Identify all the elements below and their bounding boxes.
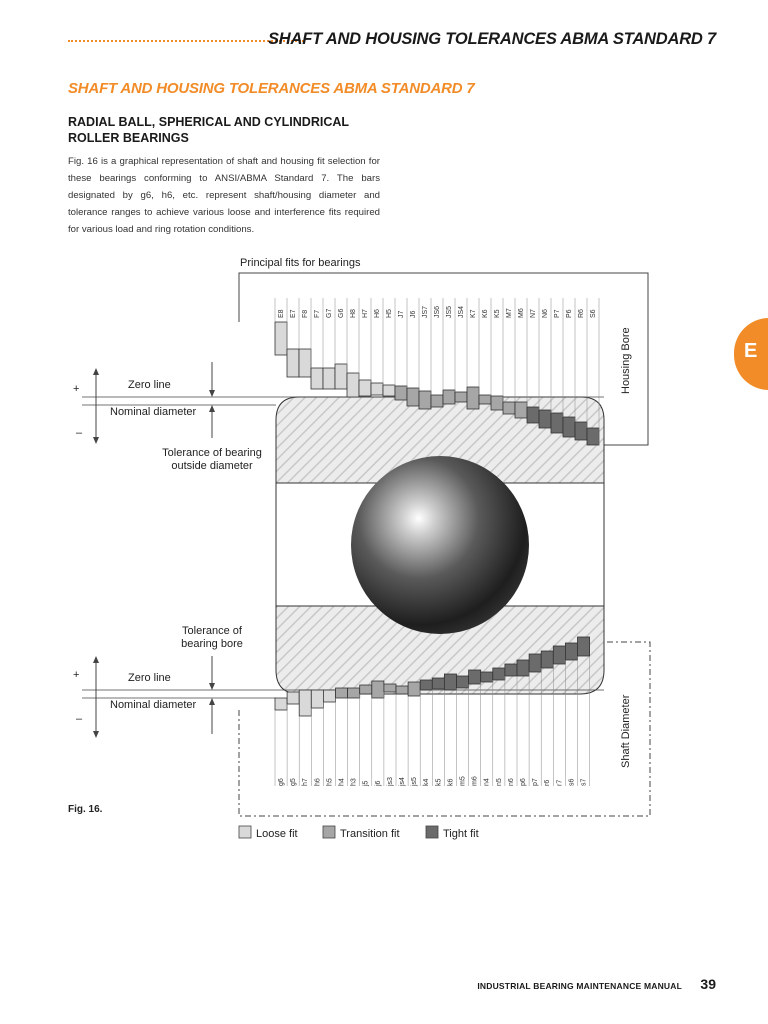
- housing-bar-M7: [503, 402, 515, 414]
- shaft-bar-h7: [299, 690, 311, 716]
- figure-caption: Fig. 16.: [68, 804, 103, 815]
- shaft-diameter-label: Shaft Diameter: [620, 694, 632, 768]
- shaft-class-label: m5: [459, 776, 467, 786]
- nominal-diameter-label-top: Nominal diameter: [110, 406, 197, 418]
- shaft-class-label: s7: [580, 778, 588, 786]
- minus-sign-top: –: [76, 427, 83, 439]
- housing-class-label: J6: [410, 310, 417, 318]
- arrow-up-bottom: [93, 656, 99, 663]
- legend: [239, 826, 479, 840]
- section-title: SHAFT AND HOUSING TOLERANCES ABMA STANDARD 7: [68, 80, 475, 97]
- housing-class-label: F8: [302, 309, 309, 318]
- shaft-class-label: p7: [532, 778, 540, 786]
- housing-bar-S6: [587, 428, 599, 445]
- shaft-bar-h6: [311, 690, 323, 708]
- zero-line-label-bottom: Zero line: [128, 672, 171, 684]
- legend-tight-label: Tight fit: [443, 828, 479, 840]
- legend-loose-label: Loose fit: [256, 828, 298, 840]
- shaft-class-label: p6: [520, 778, 527, 786]
- shaft-bar-n4: [481, 672, 493, 682]
- housing-class-label: N7: [530, 309, 537, 318]
- header-title: SHAFT AND HOUSING TOLERANCES ABMA STANDARD 7: [267, 30, 716, 48]
- shaft-bar-p6: [517, 660, 529, 676]
- body-paragraph: Fig. 16 is a graphical representation of shaft and housing fit selection for these bearings conforming to ANSI/ABMA Standard 7. The bars designated by g6, h6, etc. represent shaft/housing diameter and tolerance ranges to achieve various loose and interference fits required for various load and ring rotation conditions.: [68, 156, 380, 235]
- shaft-class-label: n6: [507, 778, 515, 786]
- housing-bar-R6: [575, 422, 587, 440]
- shaft-class-label: k5: [435, 778, 443, 786]
- shaft-class-label: h5: [326, 778, 334, 786]
- tol-arrowhead-top-1: [209, 390, 215, 397]
- housing-bar-H6: [371, 383, 383, 395]
- arrow-down-top: [93, 437, 99, 444]
- shaft-class-label: k6: [447, 778, 455, 786]
- housing-bar-P7: [551, 413, 563, 433]
- shaft-bar-s7: [578, 637, 590, 656]
- housing-class-label: P7: [554, 309, 561, 318]
- zero-line-label-top: Zero line: [128, 379, 171, 391]
- shaft-class-label: h7: [302, 778, 310, 786]
- shaft-bar-js5: [408, 682, 420, 696]
- shaft-bar-r6: [541, 651, 553, 668]
- shaft-bar-h4: [336, 688, 348, 698]
- housing-class-label: R6: [578, 309, 585, 318]
- tol-arrowhead-bottom-1: [209, 683, 215, 690]
- housing-bar-H7: [359, 380, 371, 396]
- tol-arrowhead-bottom-2: [209, 698, 215, 705]
- housing-class-label: H5: [386, 309, 393, 318]
- shaft-class-label: m6: [471, 776, 479, 786]
- shaft-bar-js3: [384, 684, 396, 692]
- shaft-class-label: g5: [290, 778, 298, 786]
- housing-bar-F7: [311, 368, 323, 389]
- shaft-bar-m6: [469, 670, 481, 684]
- legend-swatch-loose: [239, 826, 251, 838]
- shaft-class-label: h4: [338, 778, 346, 786]
- housing-class-label: H8: [350, 309, 357, 318]
- housing-class-label: JS4: [458, 305, 465, 318]
- housing-class-label: S6: [590, 309, 597, 318]
- shaft-bar-g5: [287, 692, 299, 704]
- shaft-class-label: k4: [423, 778, 431, 786]
- shaft-bar-j5: [360, 685, 372, 694]
- shaft-bar-n6: [505, 664, 517, 676]
- shaft-bar-s6: [565, 643, 577, 660]
- shaft-bar-j6: [372, 681, 384, 698]
- housing-bar-M6: [515, 402, 527, 418]
- shaft-bar-r7: [553, 646, 565, 664]
- shaft-class-label: h6: [314, 778, 322, 786]
- housing-bore-label: Housing Bore: [620, 327, 632, 394]
- tol-bore-label-2: bearing bore: [181, 638, 243, 650]
- minus-sign-bottom: –: [76, 713, 83, 725]
- section-subtitle: RADIAL BALL, SPHERICAL AND CYLINDRICAL ROLLER BEARINGS: [68, 115, 349, 145]
- legend-swatch-transition: [323, 826, 335, 838]
- shaft-bar-h3: [348, 688, 360, 698]
- legend-swatch-tight: [426, 826, 438, 838]
- housing-bar-JS5: [443, 390, 455, 404]
- shaft-class-label: g6: [278, 778, 285, 786]
- housing-bar-JS7: [419, 391, 431, 409]
- housing-class-label: M7: [506, 308, 513, 318]
- page-number: 39: [700, 976, 716, 992]
- tol-bore-label-1: Tolerance of: [182, 625, 242, 637]
- housing-class-label: H7: [362, 309, 369, 318]
- housing-class-label: E7: [290, 309, 297, 318]
- housing-bar-E7: [287, 349, 299, 377]
- shaft-bar-k6: [444, 674, 456, 690]
- housing-bar-E8: [275, 322, 287, 355]
- housing-class-label: K6: [482, 309, 489, 318]
- footer-manual-title: INDUSTRIAL BEARING MAINTENANCE MANUAL: [477, 981, 682, 991]
- housing-class-label: JS5: [446, 305, 453, 318]
- shaft-class-label: r7: [556, 779, 564, 786]
- housing-bar-JS6: [431, 395, 443, 407]
- shaft-class-label: s6: [568, 778, 576, 786]
- shaft-class-label: r6: [544, 779, 552, 786]
- arrow-down-bottom: [93, 731, 99, 738]
- housing-bar-F8: [299, 349, 311, 377]
- shaft-bar-k5: [432, 678, 444, 689]
- housing-class-label: H6: [374, 309, 381, 318]
- housing-bar-G6: [335, 364, 347, 389]
- housing-class-label: K7: [470, 309, 477, 318]
- housing-bar-H8: [347, 373, 359, 397]
- housing-class-label: JS7: [422, 305, 429, 318]
- shaft-class-label: j5: [362, 780, 370, 786]
- arrow-up-top: [93, 368, 99, 375]
- tol-outside-label-1: Tolerance of bearing: [162, 447, 262, 459]
- housing-bar-K5: [491, 396, 503, 410]
- tol-outside-label-2: outside diameter: [171, 460, 253, 472]
- shaft-class-label: h3: [350, 778, 358, 786]
- shaft-bar-g6: [275, 698, 287, 710]
- shaft-class-label: n5: [495, 778, 503, 786]
- bearing-ball: [351, 456, 529, 634]
- housing-class-label: F7: [314, 309, 321, 318]
- shaft-bar-h5: [323, 690, 335, 702]
- shaft-class-label: n4: [483, 778, 491, 786]
- shaft-class-label: j6: [374, 780, 382, 786]
- plus-sign-bottom: +: [73, 669, 80, 681]
- housing-bar-N7: [527, 407, 539, 423]
- shaft-bar-n5: [493, 668, 505, 680]
- tol-arrowhead-top-2: [209, 405, 215, 412]
- housing-class-label: J7: [398, 310, 405, 318]
- principal-fits-label: Principal fits for bearings: [240, 257, 361, 269]
- housing-class-label: K5: [494, 309, 501, 318]
- shaft-class-label: js5: [411, 777, 419, 786]
- shaft-class-label: js4: [399, 777, 406, 786]
- nominal-diameter-label-bottom: Nominal diameter: [110, 699, 197, 711]
- housing-bar-J6: [407, 388, 419, 406]
- shaft-class-label: js3: [386, 777, 394, 786]
- housing-bar-P6: [563, 417, 575, 437]
- housing-bar-G7: [323, 368, 335, 389]
- section-tab-label: E: [744, 340, 758, 362]
- housing-class-label: N6: [542, 309, 549, 318]
- housing-bar-J7: [395, 386, 407, 400]
- housing-bar-H5: [383, 385, 395, 396]
- shaft-bar-js4: [396, 686, 408, 694]
- housing-class-label: M6: [518, 308, 525, 318]
- housing-class-label: G6: [338, 308, 345, 318]
- shaft-bar-m5: [457, 676, 469, 688]
- plus-sign-top: +: [73, 383, 80, 395]
- shaft-bar-p7: [529, 654, 541, 672]
- legend-transition-label: Transition fit: [340, 828, 400, 840]
- housing-bar-K7: [467, 387, 479, 409]
- housing-bar-K6: [479, 395, 491, 404]
- housing-bar-JS4: [455, 392, 467, 402]
- housing-class-label: JS6: [434, 305, 441, 318]
- housing-class-label: E8: [278, 309, 285, 318]
- housing-bar-N6: [539, 410, 551, 428]
- housing-class-label: G7: [326, 308, 333, 318]
- shaft-bar-k4: [420, 680, 432, 690]
- housing-class-label: P6: [566, 309, 573, 318]
